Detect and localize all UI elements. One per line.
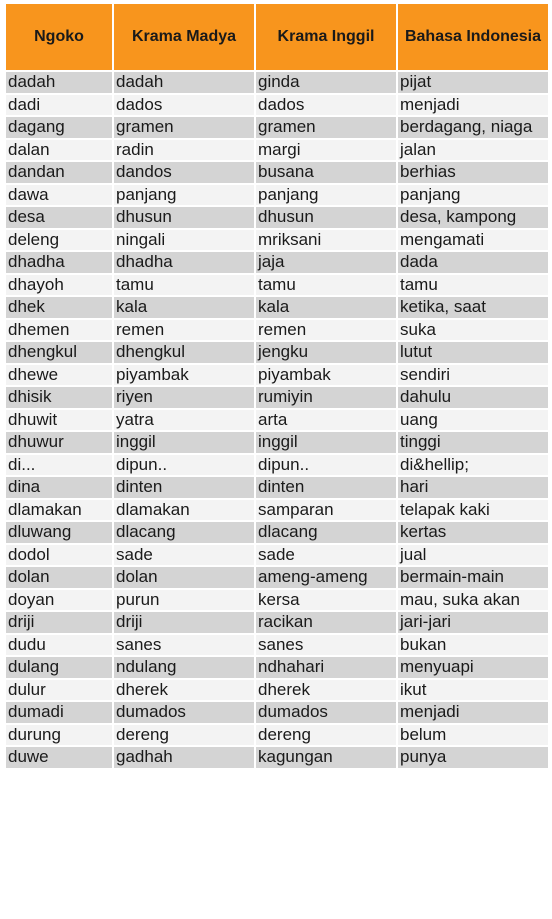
cell-krama-madya: dlamakan bbox=[114, 500, 256, 521]
cell-bahasa-indonesia: jalan bbox=[400, 139, 436, 159]
cell-ngoko: dagang bbox=[6, 117, 114, 138]
cell-bahasa-indonesia: kertas bbox=[400, 522, 447, 541]
table-row bbox=[6, 160, 548, 183]
cell-krama-madya: dhadha bbox=[114, 252, 256, 273]
header-ngoko: Ngoko bbox=[6, 4, 114, 70]
cell-krama-madya: gramen bbox=[114, 117, 256, 138]
table-row bbox=[6, 453, 548, 476]
table-row bbox=[6, 588, 548, 611]
cell-krama-inggil: tamu bbox=[256, 275, 398, 296]
table-row bbox=[6, 70, 548, 93]
cell-krama-madya: yatra bbox=[114, 410, 256, 431]
cell-krama-inggil: ginda bbox=[256, 72, 398, 93]
cell-bahasa-indonesia: panjang bbox=[400, 184, 461, 204]
cell-bahasa-indonesia: pijat bbox=[400, 72, 432, 91]
cell-krama-madya: dherek bbox=[114, 680, 256, 701]
cell-ngoko: dalan bbox=[6, 140, 114, 161]
table-row bbox=[6, 543, 548, 566]
cell-krama-inggil: busana bbox=[256, 162, 398, 183]
table-row bbox=[6, 633, 548, 656]
cell-bahasa-indonesia: mau, suka akan bbox=[400, 589, 521, 609]
cell-krama-inggil: kagungan bbox=[256, 747, 398, 768]
cell-krama-inggil: samparan bbox=[256, 500, 398, 521]
cell-krama-madya: purun bbox=[114, 590, 256, 611]
cell-bahasa-indonesia: tinggi bbox=[400, 432, 441, 451]
cell-ngoko: dhengkul bbox=[6, 342, 114, 363]
table-row bbox=[6, 408, 548, 431]
table-row bbox=[6, 115, 548, 138]
cell-krama-inggil: gramen bbox=[256, 117, 398, 138]
cell-ngoko: dodol bbox=[6, 545, 114, 566]
cell-krama-inggil: panjang bbox=[256, 185, 398, 206]
cell-krama-inggil: dlacang bbox=[256, 522, 398, 543]
header-bahasa-indonesia: Bahasa Indonesia bbox=[404, 28, 542, 45]
cell-krama-inggil: dumados bbox=[256, 702, 398, 723]
cell-ngoko: dhayoh bbox=[6, 275, 114, 296]
cell-ngoko: dhuwit bbox=[6, 410, 114, 431]
cell-bahasa-indonesia: dahulu bbox=[400, 387, 452, 406]
cell-bahasa-indonesia: di&hellip; bbox=[400, 454, 469, 474]
cell-bahasa-indonesia: bermain-main bbox=[400, 567, 504, 586]
table-row bbox=[6, 700, 548, 723]
cell-krama-madya: inggil bbox=[114, 432, 256, 453]
cell-bahasa-indonesia: bukan bbox=[400, 634, 447, 654]
cell-bahasa-indonesia: ikut bbox=[400, 679, 427, 699]
cell-krama-inggil: dereng bbox=[256, 725, 398, 746]
cell-bahasa-indonesia: dada bbox=[400, 252, 438, 271]
cell-krama-inggil: dhusun bbox=[256, 207, 398, 228]
cell-krama-inggil: remen bbox=[256, 320, 398, 341]
cell-krama-madya: gadhah bbox=[114, 747, 256, 768]
cell-krama-madya: dados bbox=[114, 95, 256, 116]
cell-krama-inggil: racikan bbox=[256, 612, 398, 633]
cell-krama-inggil: dados bbox=[256, 95, 398, 116]
cell-krama-inggil: piyambak bbox=[256, 365, 398, 386]
cell-krama-madya: tamu bbox=[114, 275, 256, 296]
table-row bbox=[6, 678, 548, 701]
table-row bbox=[6, 655, 548, 678]
cell-krama-madya: dandos bbox=[114, 162, 256, 183]
table-row bbox=[6, 520, 548, 543]
cell-bahasa-indonesia: berhias bbox=[400, 162, 456, 181]
cell-krama-madya: piyambak bbox=[114, 365, 256, 386]
cell-krama-inggil: inggil bbox=[256, 432, 398, 453]
cell-ngoko: dlamakan bbox=[6, 500, 114, 521]
cell-krama-inggil: jengku bbox=[256, 342, 398, 363]
cell-ngoko: dhemen bbox=[6, 320, 114, 341]
cell-ngoko: dluwang bbox=[6, 522, 114, 543]
cell-krama-inggil: dipun.. bbox=[256, 455, 398, 476]
cell-krama-madya: driji bbox=[114, 612, 256, 633]
cell-krama-madya: dolan bbox=[114, 567, 256, 588]
cell-krama-inggil: kersa bbox=[256, 590, 398, 611]
table-row bbox=[6, 93, 548, 116]
cell-krama-madya: dereng bbox=[114, 725, 256, 746]
cell-ngoko: doyan bbox=[6, 590, 114, 611]
cell-krama-inggil: sanes bbox=[256, 635, 398, 656]
cell-krama-inggil: dinten bbox=[256, 477, 398, 498]
table-row bbox=[6, 430, 548, 453]
cell-krama-madya: riyen bbox=[114, 387, 256, 408]
cell-krama-inggil: ameng-ameng bbox=[256, 567, 398, 588]
header-krama-madya: Krama Madya bbox=[114, 4, 256, 70]
cell-bahasa-indonesia: ketika, saat bbox=[400, 297, 486, 316]
cell-krama-madya: dhengkul bbox=[114, 342, 256, 363]
table-row bbox=[6, 723, 548, 746]
cell-bahasa-indonesia: berdagang, niaga bbox=[400, 117, 533, 136]
cell-krama-inggil: ndhahari bbox=[256, 657, 398, 678]
cell-krama-inggil: margi bbox=[256, 140, 398, 161]
cell-krama-madya: dhusun bbox=[114, 207, 256, 228]
cell-ngoko: dhuwur bbox=[6, 432, 114, 453]
cell-bahasa-indonesia: desa, kampong bbox=[400, 207, 517, 226]
cell-ngoko: duwe bbox=[6, 747, 114, 768]
table-body bbox=[6, 70, 548, 768]
cell-bahasa-indonesia: jari-jari bbox=[400, 612, 451, 631]
table-row bbox=[6, 363, 548, 386]
table-row bbox=[6, 610, 548, 633]
cell-krama-madya: dadah bbox=[114, 72, 256, 93]
cell-krama-madya: dlacang bbox=[114, 522, 256, 543]
cell-krama-inggil: jaja bbox=[256, 252, 398, 273]
cell-krama-madya: ningali bbox=[114, 230, 256, 251]
table-row bbox=[6, 565, 548, 588]
header-krama-inggil: Krama Inggil bbox=[256, 4, 398, 70]
cell-ngoko: dhadha bbox=[6, 252, 114, 273]
cell-ngoko: dawa bbox=[6, 185, 114, 206]
cell-ngoko: dhek bbox=[6, 297, 114, 318]
cell-ngoko: di... bbox=[6, 455, 114, 476]
cell-krama-inggil: kala bbox=[256, 297, 398, 318]
cell-bahasa-indonesia: lutut bbox=[400, 342, 433, 361]
table-header bbox=[6, 4, 548, 70]
cell-ngoko: dulur bbox=[6, 680, 114, 701]
cell-ngoko: dadah bbox=[6, 72, 114, 93]
cell-bahasa-indonesia: suka bbox=[400, 319, 436, 339]
cell-ngoko: desa bbox=[6, 207, 114, 228]
cell-krama-madya: dipun.. bbox=[114, 455, 256, 476]
cell-ngoko: dolan bbox=[6, 567, 114, 588]
cell-krama-inggil: mriksani bbox=[256, 230, 398, 251]
table-row bbox=[6, 475, 548, 498]
cell-bahasa-indonesia: belum bbox=[400, 724, 447, 744]
cell-bahasa-indonesia: jual bbox=[400, 544, 427, 564]
cell-krama-inggil: rumiyin bbox=[256, 387, 398, 408]
cell-krama-madya: dumados bbox=[114, 702, 256, 723]
cell-krama-inggil: arta bbox=[256, 410, 398, 431]
cell-bahasa-indonesia: uang bbox=[400, 409, 438, 429]
cell-ngoko: deleng bbox=[6, 230, 114, 251]
cell-ngoko: durung bbox=[6, 725, 114, 746]
vocabulary-table bbox=[6, 4, 548, 768]
table-row bbox=[6, 745, 548, 768]
cell-bahasa-indonesia: mengamati bbox=[400, 229, 485, 249]
table-row bbox=[6, 250, 548, 273]
cell-krama-madya: radin bbox=[114, 140, 256, 161]
cell-ngoko: dina bbox=[6, 477, 114, 498]
table-row bbox=[6, 498, 548, 521]
cell-bahasa-indonesia: hari bbox=[400, 477, 429, 496]
cell-ngoko: dadi bbox=[6, 95, 114, 116]
cell-ngoko: dhewe bbox=[6, 365, 114, 386]
cell-krama-madya: ndulang bbox=[114, 657, 256, 678]
cell-bahasa-indonesia: menjadi bbox=[400, 702, 460, 721]
cell-krama-madya: sanes bbox=[114, 635, 256, 656]
cell-krama-madya: kala bbox=[114, 297, 256, 318]
cell-bahasa-indonesia: tamu bbox=[400, 274, 438, 294]
cell-bahasa-indonesia: sendiri bbox=[400, 364, 451, 384]
cell-ngoko: driji bbox=[6, 612, 114, 633]
cell-ngoko: dulang bbox=[6, 657, 114, 678]
cell-krama-inggil: sade bbox=[256, 545, 398, 566]
table-row bbox=[6, 205, 548, 228]
table-row bbox=[6, 183, 548, 206]
cell-krama-madya: sade bbox=[114, 545, 256, 566]
cell-krama-inggil: dherek bbox=[256, 680, 398, 701]
cell-bahasa-indonesia: menjadi bbox=[400, 94, 460, 114]
cell-bahasa-indonesia: punya bbox=[400, 747, 447, 766]
table-row bbox=[6, 228, 548, 251]
table-row bbox=[6, 273, 548, 296]
cell-ngoko: dumadi bbox=[6, 702, 114, 723]
table-row bbox=[6, 385, 548, 408]
table-row bbox=[6, 138, 548, 161]
cell-krama-madya: remen bbox=[114, 320, 256, 341]
cell-ngoko: dudu bbox=[6, 635, 114, 656]
table-row bbox=[6, 318, 548, 341]
cell-bahasa-indonesia: telapak kaki bbox=[400, 499, 490, 519]
cell-ngoko: dhisik bbox=[6, 387, 114, 408]
cell-bahasa-indonesia: menyuapi bbox=[400, 657, 474, 676]
cell-ngoko: dandan bbox=[6, 162, 114, 183]
table-row bbox=[6, 340, 548, 363]
table-row bbox=[6, 295, 548, 318]
cell-krama-madya: dinten bbox=[114, 477, 256, 498]
cell-krama-madya: panjang bbox=[114, 185, 256, 206]
